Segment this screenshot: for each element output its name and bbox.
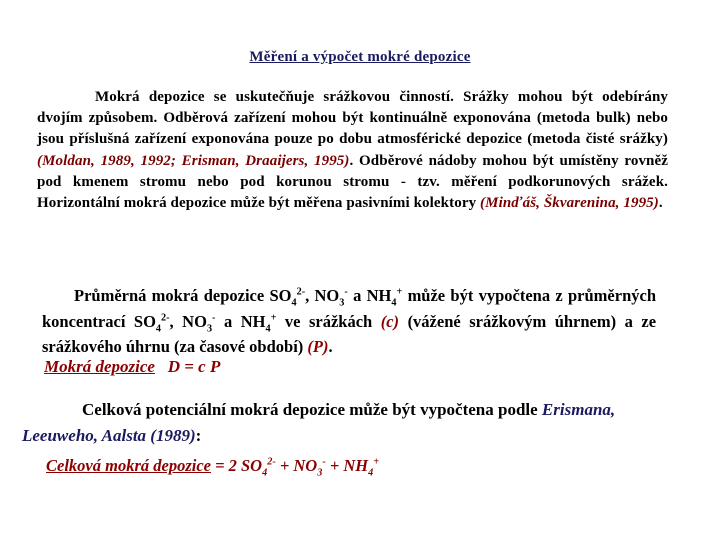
superscript: 2- — [296, 286, 306, 298]
citation: (Minďáš, Škvarenina, 1995) — [480, 195, 659, 212]
symbol-c: (c) — [380, 311, 400, 331]
page-title: Měření a výpočet mokré depozice — [249, 49, 471, 65]
citation: Erismana, Leeuweho, Aalsta (1989) — [22, 400, 616, 445]
formula-expression: + NH — [325, 456, 369, 475]
paragraph-text: a NH — [215, 311, 266, 331]
paragraph-average-deposition — [42, 283, 656, 360]
superscript: - — [322, 456, 326, 468]
paragraph-text: . — [658, 195, 663, 212]
formula-expression: D = c P — [167, 357, 221, 376]
paragraph-text: , NO — [305, 286, 340, 305]
subscript: 3 — [206, 322, 213, 334]
formula-expression: + NO — [275, 456, 318, 475]
formula-label: Celková mokrá depozice — [46, 456, 211, 475]
superscript: - — [344, 286, 348, 298]
subscript: 3 — [339, 297, 345, 309]
subscript: 3 — [317, 467, 323, 479]
superscript: - — [212, 312, 216, 323]
paragraph-wet-deposition-methods — [37, 87, 668, 214]
superscript: 2- — [267, 456, 276, 468]
formula-wet-deposition — [44, 357, 220, 377]
paragraph-text: Celková potenciální mokrá depozice může být vypočtena podle — [82, 400, 542, 419]
paragraph-text: může být vypočtena z průměrných koncentrací SO — [42, 286, 656, 331]
subscript: 4 — [265, 322, 271, 334]
subscript: 4 — [291, 297, 297, 309]
formula-total-wet-deposition — [46, 456, 380, 479]
superscript: + — [396, 286, 403, 298]
paragraph-text: . — [328, 337, 333, 356]
paragraph-total-potential — [22, 397, 652, 449]
superscript: + — [373, 456, 380, 468]
paragraph-text: : — [195, 426, 202, 445]
paragraph-text: , NO — [169, 311, 207, 331]
citation: (Moldan, 1989, 1992; Erisman, Draaijers, 1995) — [37, 152, 350, 169]
paragraph-text: Průměrná mokrá depozice SO — [74, 286, 292, 305]
paragraph-text: (vážené srážkovým úhrnem) a ze srážkového úhrnu (za časové období) — [42, 311, 657, 356]
paragraph-text: a NH — [347, 286, 392, 305]
symbol-p: (P) — [307, 337, 329, 356]
paragraph-text: Mokrá depozice se uskutečňuje srážkovou činností. Srážky mohou být odebírány dvojím způsobem. Odběrová zařízení mohou být kontinuálně exponována (metoda bulk) nebo jsou příslušná zařízení exponována pouze po dobu atmosférické depozice (metoda čisté srážky) — [37, 89, 668, 148]
subscript: 4 — [155, 322, 162, 334]
subscript: 4 — [368, 467, 374, 479]
paragraph-text: . Odběrové nádoby mohou být umístěny rovněž pod kmenem stromu nebo pod korunou stromu - tzv. měření podkorunových srážek. Horizontální mokrá depozice může být měřena pasivními kolektory — [37, 152, 668, 212]
formula-expression: = 2 SO — [210, 456, 263, 475]
formula-label: Mokrá depozice — [44, 357, 155, 376]
subscript: 4 — [262, 467, 268, 479]
superscript: 2- — [161, 312, 170, 323]
subscript: 4 — [391, 297, 397, 309]
paragraph-text: ve srážkách — [276, 311, 381, 331]
superscript: + — [270, 312, 277, 323]
